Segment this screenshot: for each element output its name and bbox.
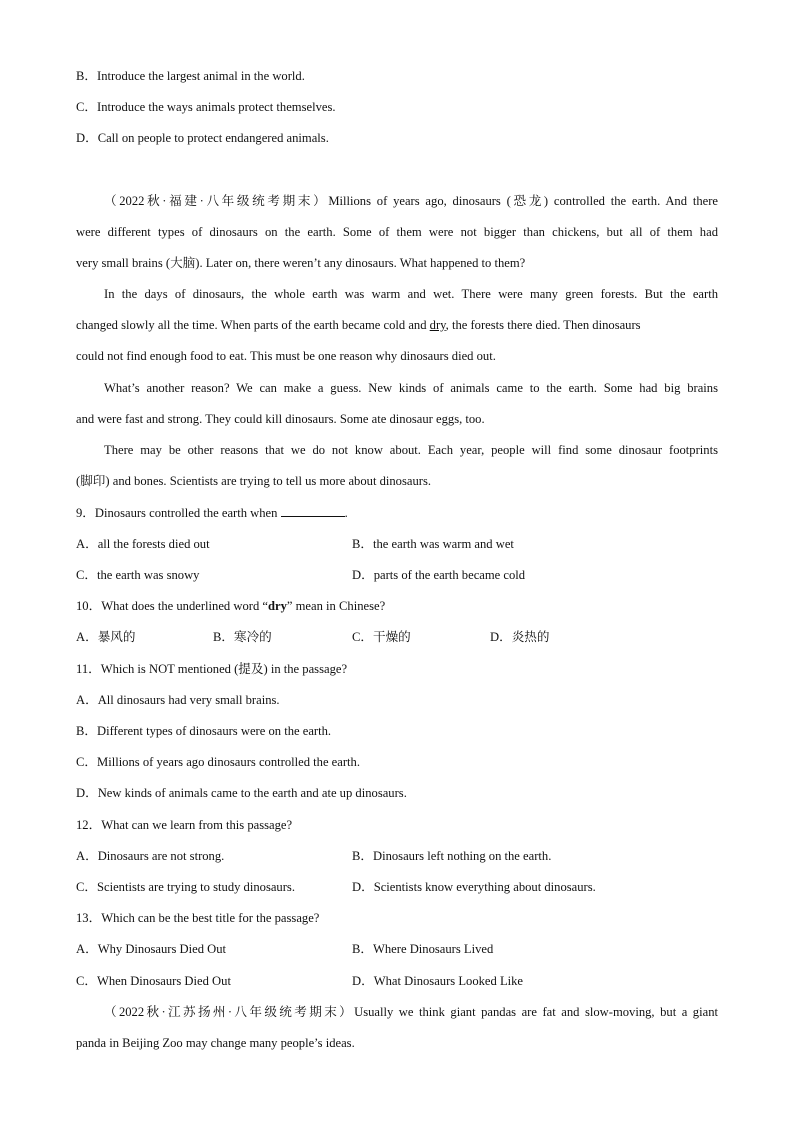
option-d: D．炎热的 (490, 630, 550, 644)
option-a: A．Why Dinosaurs Died Out (76, 942, 227, 956)
passage-line: were different types of dinosaurs on the earth. Some of them were not bigger than chickens, but all of them had (76, 225, 718, 239)
passage-line: (脚印) and bones. Scientists are trying to tell us more about dinosaurs. (76, 474, 432, 488)
option-a: A．all the forests died out (76, 537, 210, 551)
option-d: D．Scientists know everything about dinosaurs. (352, 880, 596, 894)
option-b: B．Different types of dinosaurs were on the earth. (76, 724, 332, 738)
option-c: C．the earth was snowy (76, 568, 200, 582)
passage-line: changed slowly all the time. When parts of the earth became cold and dry, the forests there died. Then dinosaurs (76, 318, 641, 332)
option-b: B．Where Dinosaurs Lived (352, 942, 494, 956)
option-c: C．干燥的 (352, 630, 411, 644)
passage-line: （2022秋·福建·八年级统考期末）Millions of years ago, dinosaurs (恐龙) controlled the earth. And there (104, 194, 718, 208)
question-stem: 11．Which is NOT mentioned (提及) in the passage? (76, 662, 348, 676)
option-a: A．暴风的 (76, 630, 136, 644)
option-c: C．Introduce the ways animals protect themselves. (76, 100, 336, 114)
passage-line: In the days of dinosaurs, the whole earth was warm and wet. There were many green forests. But the earth (104, 287, 718, 301)
passage-line: could not find enough food to eat. This must be one reason why dinosaurs died out. (76, 349, 496, 363)
option-c: C．Scientists are trying to study dinosaurs. (76, 880, 295, 894)
option-b: B．the earth was warm and wet (352, 537, 514, 551)
option-c: C．When Dinosaurs Died Out (76, 974, 231, 988)
option-b: B．寒冷的 (213, 630, 272, 644)
option-a: A．All dinosaurs had very small brains. (76, 693, 280, 707)
passage-line: panda in Beijing Zoo may change many people’s ideas. (76, 1036, 355, 1050)
passage-line: （2022秋·江苏扬州·八年级统考期末）Usually we think giant pandas are fat and slow-moving, but a giant (104, 1005, 718, 1019)
option-a: A．Dinosaurs are not strong. (76, 849, 225, 863)
question-stem: 9．Dinosaurs controlled the earth when . (76, 506, 348, 520)
question-stem: 10．What does the underlined word “dry” mean in Chinese? (76, 599, 386, 613)
passage-line: very small brains (大脑). Later on, there weren’t any dinosaurs. What happened to them? (76, 256, 526, 270)
passage-line: There may be other reasons that we do not know about. Each year, people will find some dinosaur footprints (104, 443, 718, 457)
option-d: D．What Dinosaurs Looked Like (352, 974, 524, 988)
option-b: B．Dinosaurs left nothing on the earth. (352, 849, 552, 863)
passage-line: What’s another reason? We can make a guess. New kinds of animals came to the earth. Some had big brains (104, 381, 718, 395)
question-stem: 12．What can we learn from this passage? (76, 818, 293, 832)
option-d: D．New kinds of animals came to the earth and ate up dinosaurs. (76, 786, 407, 800)
option-c: C．Millions of years ago dinosaurs controlled the earth. (76, 755, 360, 769)
question-stem: 13．Which can be the best title for the passage? (76, 911, 320, 925)
option-d: D．parts of the earth became cold (352, 568, 526, 582)
underlined-word: dry (429, 318, 446, 332)
option-d: D．Call on people to protect endangered animals. (76, 131, 329, 145)
answer-blank (281, 505, 345, 517)
passage-line: and were fast and strong. They could kill dinosaurs. Some ate dinosaur eggs, too. (76, 412, 485, 426)
option-b: B．Introduce the largest animal in the world. (76, 69, 305, 83)
